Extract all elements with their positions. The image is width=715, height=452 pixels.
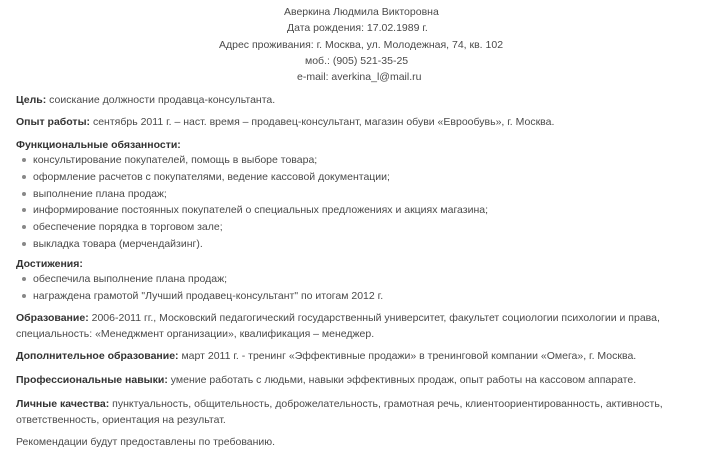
bullet-icon [22,242,26,246]
birth-date: Дата рождения: 17.02.1989 г. [287,22,428,34]
qualities-section [16,396,706,428]
achievements-list [22,271,383,305]
bullet-icon [22,208,26,212]
email: e-mail: averkina_l@mail.ru [297,71,422,83]
bullet-icon [22,277,26,281]
skills-section [16,372,706,388]
list-item: выкладка товара (мерчендайзинг). [22,236,488,253]
candidate-name: Аверкина Людмила Викторовна [284,6,439,18]
address: Адрес проживания: г. Москва, ул. Молодежная, 74, кв. 102 [219,39,504,51]
experience-label: Опыт работы: [16,116,91,128]
extra-education-label: Дополнительное образование: [16,350,179,362]
recommendations-text: Рекомендации будут предоставлены по требованию. [16,436,276,448]
education-text: 2006-2011 гг., Московский педагогический государственный университет, факультет социологии психологии и права, специальность: «Менеджмент организации», квалификация – менеджер. [16,312,660,340]
list-item: информирование постоянных покупателей о специальных предложениях и акциях магазина; [22,202,488,219]
list-item: оформление расчетов с покупателями, ведение кассовой документации; [22,169,488,186]
recommendations-section [16,434,706,450]
extra-education-text: март 2011 г. - тренинг «Эффективные продажи» в тренинговой компании «Омега», г. Москва. [178,350,637,362]
experience-section [16,114,706,130]
list-item: консультирование покупателей, помощь в выборе товара; [22,152,488,169]
bullet-icon [22,294,26,298]
qualities-label: Личные качества: [16,398,110,410]
goal-text: соискание должности продавца-консультанта. [46,94,276,106]
achievements-label: Достижения: [16,258,83,270]
goal-section [16,92,706,108]
education-label: Образование: [16,312,89,324]
bullet-icon [22,175,26,179]
list-item: выполнение плана продаж; [22,186,488,203]
list-item: обеспечила выполнение плана продаж; [22,271,383,288]
qualities-text: пунктуальность, общительность, доброжелательность, грамотная речь, клиентоориентированность, активность, ответственность, ориентация на результат. [16,398,663,426]
list-item: обеспечение порядка в торговом зале; [22,219,488,236]
list-item: награждена грамотой "Лучший продавец-консультант" по итогам 2012 г. [22,288,383,305]
duties-list [22,152,488,253]
experience-text: сентябрь 2011 г. – наст. время – продавец-консультант, магазин обуви «Евроoбувь», г. Москва. [90,116,555,128]
phone: моб.: (905) 521-35-25 [305,55,409,67]
bullet-icon [22,158,26,162]
education-section [16,310,676,342]
goal-label: Цель: [16,94,47,106]
skills-text: умение работать с людьми, навыки эффективных продаж, опыт работы на кассовом аппарате. [167,374,637,386]
skills-label: Профессиональные навыки: [16,374,168,386]
duties-label: Функциональные обязанности: [16,139,181,151]
bullet-icon [22,192,26,196]
extra-education-section [16,348,706,364]
bullet-icon [22,225,26,229]
